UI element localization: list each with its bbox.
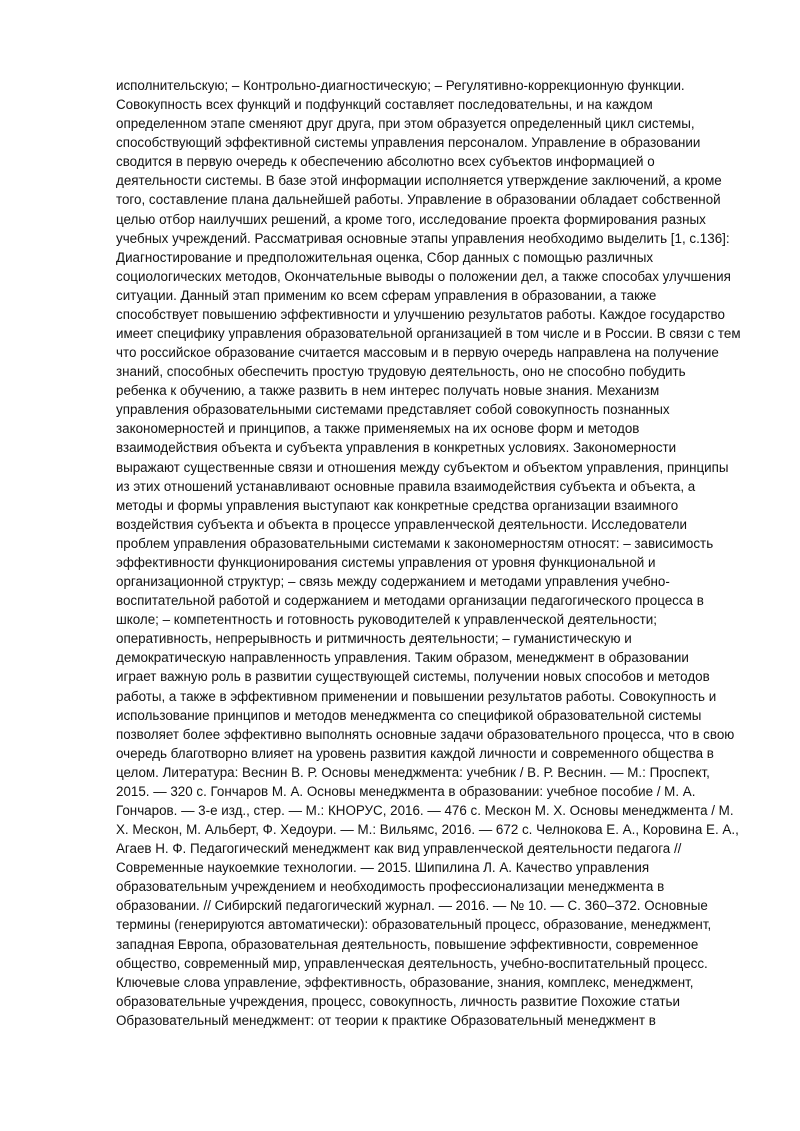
- text-line: термины (генерируются автоматически): образовательный процесс, образование, менеджмент,: [116, 917, 712, 933]
- text-line: западная Европа, образовательная деятельность, повышение эффективности, современное: [116, 936, 699, 952]
- text-line: использование принципов и методов менеджмента со спецификой образовательной системы: [116, 707, 702, 723]
- text-line: общество, современный мир, управленческая деятельность, учебно-воспитательный процесс.: [116, 955, 708, 971]
- text-line: Диагностирование и предположительная оценка, Сбор данных с помощью различных: [116, 249, 654, 265]
- text-line: позволяет более эффективно выполнять основные задачи образовательного процесса, что в свою: [116, 726, 735, 742]
- text-line: Совокупность всех функций и подфункций составляет последовательны, и на каждом: [116, 97, 653, 113]
- text-line: способствующий эффективной системы управления персоналом. Управление в образовании: [116, 135, 701, 151]
- document-page: [116, 76, 746, 1030]
- text-line: того, составление плана дальнейшей работы. Управление в образовании обладает собственной: [116, 192, 721, 208]
- text-line: методы и формы управления выступают как конкретные средства организации взаимного: [116, 497, 679, 513]
- text-line: взаимодействия объекта и субъекта управления в конкретных условиях. Закономерности: [116, 440, 677, 456]
- text-line: оперативность, непрерывность и ритмичность деятельности; – гуманистическую и: [116, 631, 632, 647]
- text-line: Х. Мескон, М. Альберт, Ф. Хедоури. — М.: Вильямс, 2016. — 672 с. Челнокова Е. А., Коровина Е. А.,: [116, 822, 739, 838]
- text-line: деятельности системы. В базе этой информации исполняется утверждение заключений, а кроме: [116, 173, 722, 189]
- text-line: управления образовательными системами представляет собой совокупность познанных: [116, 402, 670, 418]
- text-line: целом. Литература: Веснин В. Р. Основы менеджмента: учебник / В. Р. Веснин. — М.: Проспект,: [116, 764, 710, 780]
- text-line: образовании. // Сибирский педагогический журнал. — 2016. — № 10. — С. 360–372. Основные: [116, 898, 708, 914]
- text-line: проблем управления образовательными системами к закономерностям относят: – зависимость: [116, 535, 714, 551]
- text-line: воздействия субъекта и объекта в процессе управленческой деятельности. Исследователи: [116, 516, 687, 532]
- text-line: Современные наукоемкие технологии. — 2015. Шипилина Л. А. Качество управления: [116, 860, 650, 876]
- text-line: из этих отношений устанавливают основные правила взаимодействия субъекта и объекта, а: [116, 478, 696, 494]
- text-line: организационной структур; – связь между содержанием и методами управления учебно-: [116, 574, 670, 590]
- text-line: очередь благотворно влияет на уровень развития каждой личности и современного общества в: [116, 745, 714, 761]
- text-line: образовательные учреждения, процесс, совокупность, личность развитие Похожие статьи: [116, 993, 680, 1009]
- text-line: Агаев Н. Ф. Педагогический менеджмент как вид управленческой деятельности педагога //: [116, 841, 682, 857]
- text-line: учебных учреждений. Рассматривая основные этапы управления необходимо выделить [1, с.136]:: [116, 230, 730, 246]
- text-line: демократическую направленность управления. Таким образом, менеджмент в образовании: [116, 650, 689, 666]
- text-line: ситуации. Данный этап применим ко всем сферам управления в образовании, а также: [116, 287, 657, 303]
- text-line: имеет специфику управления образовательной организацией в том числе и в России. В связи с тем: [116, 326, 741, 342]
- text-line: сводится в первую очередь к обеспечению абсолютно всех субъектов информацией о: [116, 154, 655, 170]
- text-line: выражают существенные связи и отношения между субъектом и объектом управления, принципы: [116, 459, 729, 475]
- text-line: ребенка к обучению, а также развить в нем интерес получать новые знания. Механизм: [116, 383, 660, 399]
- text-line: социологических методов, Окончательные выводы о положении дел, а также способах улучшения: [116, 268, 731, 284]
- text-line: способствует повышению эффективности и улучшению результатов работы. Каждое государство: [116, 306, 725, 322]
- text-line: Ключевые слова управление, эффективность, образование, знания, комплекс, менеджмент,: [116, 974, 694, 990]
- text-line: эффективности функционирования системы управления от уровня функциональной и: [116, 554, 656, 570]
- text-line: играет важную роль в развитии существующей системы, получении новых способов и методов: [116, 669, 710, 685]
- text-line: закономерностей и принципов, а также применяемых на их основе форм и методов: [116, 421, 640, 437]
- text-line: Гончаров. — 3-е изд., стер. — М.: КНОРУС, 2016. — 476 с. Мескон М. Х. Основы менеджмента / М.: [116, 802, 734, 818]
- text-line: школе; – компетентность и готовность руководителей к управленческой деятельности;: [116, 612, 657, 628]
- text-line: воспитательной работой и содержанием и методами организации педагогического процесса в: [116, 593, 704, 609]
- text-line: Образовательный менеджмент: от теории к практике Образовательный менеджмент в: [116, 1012, 656, 1028]
- text-line: что российское образование считается массовым и в первую очередь направлена на получение: [116, 345, 719, 361]
- text-line: исполнительскую; – Контрольно-диагностическую; – Регулятивно-коррекционную функции.: [116, 78, 685, 93]
- text-line: знаний, способных обеспечить простую трудовую деятельность, оно не способно побудить: [116, 364, 686, 380]
- text-line: 2015. — 320 с. Гончаров М. А. Основы менеджмента в образовании: учебное пособие / М. А.: [116, 783, 696, 799]
- text-line: целью отбор наилучших решений, а кроме того, исследование проекта формирования разных: [116, 211, 706, 227]
- text-line: работы, а также в эффективном применении и повышении результатов работы. Совокупность и: [116, 688, 717, 704]
- text-line: определенном этапе сменяют друг друга, при этом образуется определенный цикл системы,: [116, 116, 695, 132]
- text-line: образовательным учреждением и необходимость профессионализации менеджмента в: [116, 879, 665, 895]
